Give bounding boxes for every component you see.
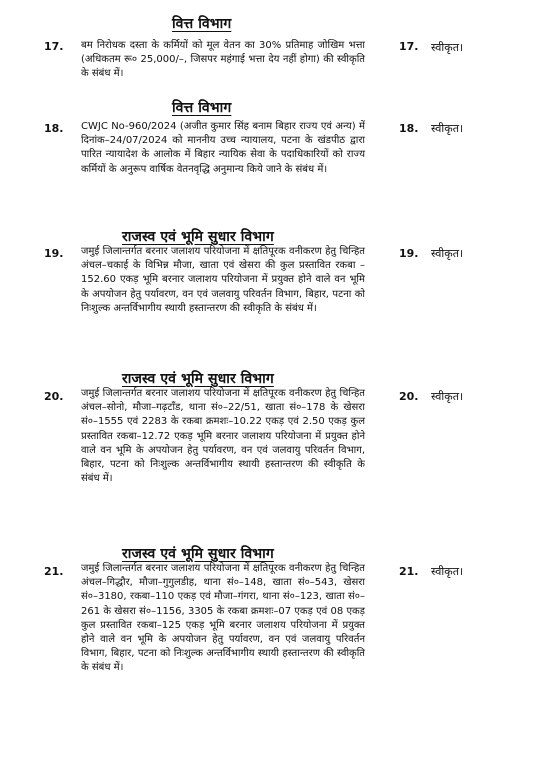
approval-status: स्वीकृत। <box>431 565 464 578</box>
approval-status: स्वीकृत। <box>431 41 464 54</box>
item-ref-number: 18. <box>399 122 419 135</box>
department-heading: राजस्व एवं भूमि सुधार विभाग <box>122 546 274 562</box>
item-description: जमुई जिलान्तर्गत बरनार जलाशय परियोजना में क्षतिपूरक वनीकरण हेतु चिन्हित अंचल–सोनो, मौजा–गढ़टाँड, थाना सं०–22/51, खाता सं०–178 के खेसरा सं०–1555 एवं 2283 के रकबा क्रमशः–10.22 एकड़ एवं 2.50 एकड़ कुल प्रस्तावित रकबा–12.72 एकड़ भूमि बरनार जलाशय परियोजना में प्रयुक्त होने वाले वन भूमि के अपयोजन हेतु पर्यावरण, वन एवं जलवायु परिवर्तन विभाग, बिहार, पटना को निःशुल्क अन्तर्विभागीय स्थायी हस्तान्तरण की स्वीकृति के संबंध में। <box>81 388 365 485</box>
department-heading: राजस्व एवं भूमि सुधार विभाग <box>122 371 274 387</box>
item-description: जमुई जिलान्तर्गत बरनार जलाशय परियोजना में क्षतिपूरक वनीकरण हेतु चिन्हित अंचल–गिद्धौर, मौजा–गुगुलडीह, थाना सं०–148, खाता सं०–543, खेसरा सं०–3180, रकबा–110 एकड़ एवं मौजा–गंगरा, थाना सं०–123, खाता सं०–261 के खेसरा सं०–1156, 3305 के रकबा क्रमशः–07 एकड़ एवं 08 एकड़ कुल प्रस्तावित रकबा–125 एकड़ भूमि बरनार जलाशय परियोजना में प्रयुक्त होने वाले वन भूमि के अपयोजन हेतु पर्यावरण, वन एवं जलवायु परिवर्तन विभाग, बिहार, पटना को निःशुल्क अन्तर्विभागीय स्थायी हस्तान्तरण की स्वीकृति के संबंध में। <box>81 563 365 674</box>
department-heading: वित्त विभाग <box>172 16 232 32</box>
item-description: CWJC No-960/2024 (अजीत कुमार सिंह बनाम बिहार राज्य एवं अन्य) में दिनांक–24/07/2024 को माननीय उच्च न्यायालय, पटना के खंडपीठ द्वारा पारित न्यायादेश के आलोक में बिहार न्यायिक सेवा के पदाधिकारियों को राज्य कर्मियों के अनुरूप वार्षिक वेतनवृद्धि अनुमान्य किये जाने के संबंध में। <box>81 121 365 175</box>
item-number: 17. <box>44 40 64 53</box>
department-heading: राजस्व एवं भूमि सुधार विभाग <box>122 229 274 245</box>
item-description: जमुई जिलान्तर्गत बरनार जलाशय परियोजना में क्षतिपूरक वनीकरण हेतु चिन्हित अंचल–चकाई के विभिन्न मौजा, खाता एवं खेसरा की कुल प्रस्तावित रकबा –152.60 एकड़ भूमि बरनार जलाशय परियोजना में प्रयुक्त होने वाले वन भूमि के अपयोजन हेतु पर्यावरण, वन एवं जलवायु परिवर्तन विभाग, बिहार, पटना को निःशुल्क अन्तर्विभागीय स्थायी हस्तान्तरण की स्वीकृति के संबंध में। <box>81 246 365 314</box>
item-number: 20. <box>44 390 64 403</box>
item-number: 18. <box>44 122 64 135</box>
item-ref-number: 17. <box>399 40 419 53</box>
item-ref-number: 20. <box>399 390 419 403</box>
item-number: 19. <box>44 247 64 260</box>
item-number: 21. <box>44 565 64 578</box>
approval-status: स्वीकृत। <box>431 390 464 403</box>
approval-status: स्वीकृत। <box>431 247 464 260</box>
item-description: बम निरोधक दस्ता के कर्मियों को मूल वेतन का 30% प्रतिमाह जोखिम भत्ता (अधिकतम रू० 25,000/–, जिसपर महंगाई भत्ता देय नहीं होगा) की स्वीकृति के संबंध में। <box>81 40 365 80</box>
department-heading: वित्त विभाग <box>172 100 232 116</box>
item-ref-number: 21. <box>399 565 419 578</box>
approval-status: स्वीकृत। <box>431 122 464 135</box>
item-ref-number: 19. <box>399 247 419 260</box>
